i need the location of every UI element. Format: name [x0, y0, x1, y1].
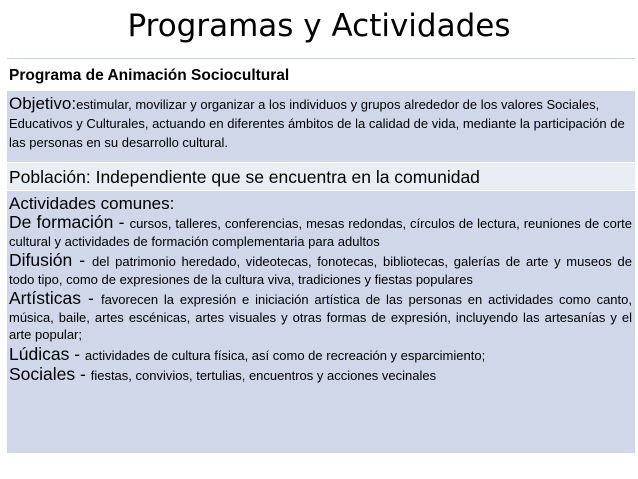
- activity-separator: -: [113, 212, 130, 232]
- actividades-heading: Actividades comunes:: [9, 194, 175, 213]
- activity-text: fiestas, convivios, tertulias, encuentros y acciones vecinales: [90, 368, 437, 383]
- activity-term: Lúdicas: [9, 343, 70, 364]
- activity-separator: -: [69, 343, 85, 364]
- program-heading: Programa de Animación Sociocultural: [7, 58, 635, 91]
- activity-separator: -: [75, 364, 91, 384]
- program-table: [6, 57, 636, 455]
- activity-term: Difusión: [9, 250, 73, 270]
- activity-text: actividades de cultura física, así como de recreación y esparcimiento;: [84, 347, 486, 363]
- activity-separator: -: [80, 288, 101, 308]
- activity-item-difusion: [9, 252, 632, 288]
- objetivo-row: [7, 91, 635, 163]
- activity-term: Artísticas: [9, 288, 81, 308]
- activity-item-artisticas: [9, 290, 632, 344]
- poblacion-row: Población: Independiente que se encuentra en la comunidad: [7, 163, 635, 191]
- activity-item-sociales: [9, 366, 632, 385]
- activity-term: Sociales: [9, 364, 76, 384]
- activity-text: favorecen la expresión e iniciación artística de las personas en actividades como canto, música, baile, artes escénicas, artes visuales y otras formas de expresión, incluyendo las artesanías y el arte popular;: [9, 292, 632, 342]
- activity-term: De formación: [9, 212, 114, 232]
- activity-item-ludicas: [9, 343, 632, 365]
- activity-text: del patrimonio heredado, videotecas, fonotecas, bibliotecas, galerías de arte y museos de todo tipo, como de expresiones de la cultura viva, tradiciones y fiestas populares: [9, 254, 632, 287]
- activity-item-formacion: [9, 214, 632, 250]
- objetivo-text: estimular, movilizar y organizar a los individuos y grupos alrededor de los valores Sociales, Educativos y Culturales, actuando en diferentes ámbitos de la calidad de vida, mediante la participación de las personas en su desarrollo cultural.: [9, 97, 625, 150]
- page-title: Programas y Actividades: [127, 8, 511, 44]
- actividades-row: [7, 191, 635, 454]
- activity-text: cursos, talleres, conferencias, mesas redondas, círculos de lectura, reuniones de corte cultural y actividades de formación complementaria para adultos: [9, 216, 632, 249]
- activity-separator: -: [72, 250, 93, 270]
- objetivo-label: Objetivo:: [9, 94, 77, 113]
